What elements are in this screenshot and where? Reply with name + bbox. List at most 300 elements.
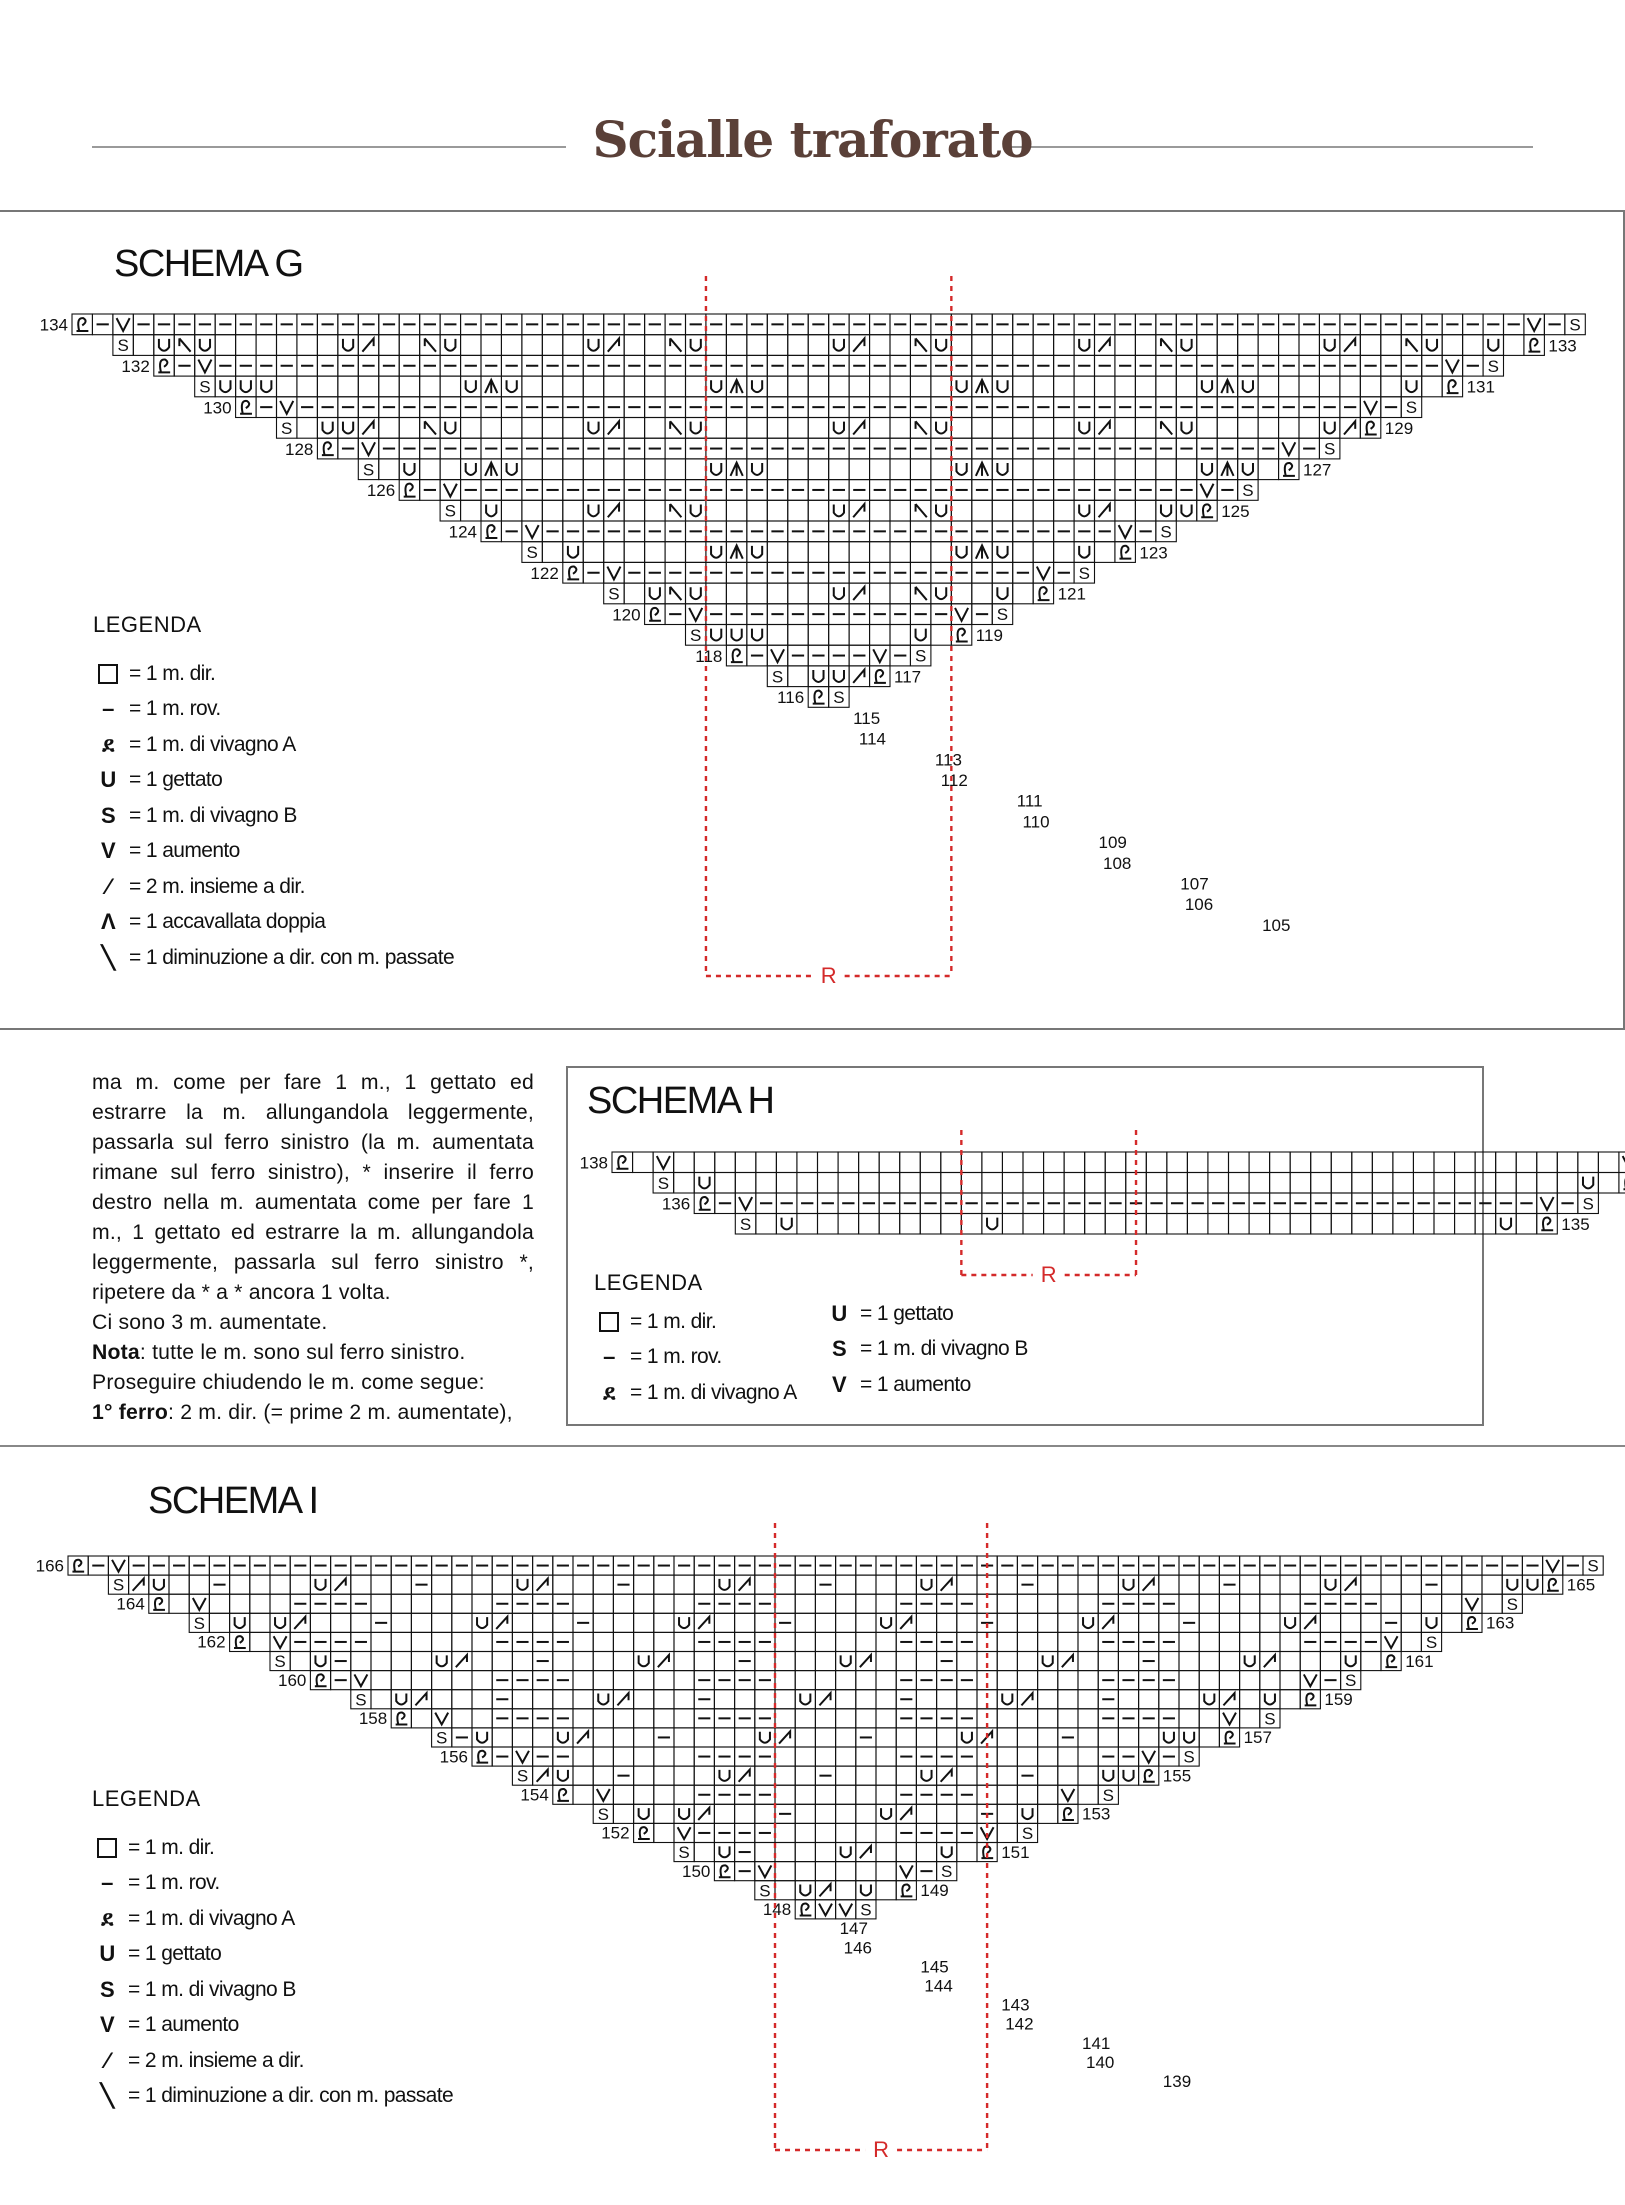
chart-cell <box>674 1785 694 1804</box>
row-number-label: 110 <box>1022 812 1050 832</box>
chart-cell <box>270 1594 290 1613</box>
chart-cell <box>331 1613 351 1632</box>
chart-cell <box>1240 1671 1260 1690</box>
chart-cell <box>674 1709 694 1728</box>
chart-cell <box>1139 1690 1159 1709</box>
row-number-label: 126 <box>366 481 396 501</box>
chart-cell <box>1442 1575 1462 1594</box>
chart-cell <box>1260 1671 1280 1690</box>
increase-mark <box>435 1713 448 1725</box>
yarn-over-mark <box>1204 1694 1214 1705</box>
chart-cell <box>1098 1652 1118 1671</box>
chart-cell <box>593 1728 613 1747</box>
chart-cell <box>795 1843 815 1862</box>
chart-cell <box>714 1728 734 1747</box>
row-number-label: 149 <box>920 1880 949 1900</box>
k2tog-mark <box>658 1655 669 1667</box>
chart-cell <box>1219 1613 1239 1632</box>
chart-cell <box>432 1594 452 1613</box>
yarn-over-mark <box>1245 1655 1255 1666</box>
chart-cell <box>1038 1709 1058 1728</box>
yarn-over-mark <box>719 1579 729 1590</box>
chart-cell <box>714 1843 734 1862</box>
selvage-b-mark: S <box>1587 1556 1599 1576</box>
chart-cell <box>613 1728 633 1747</box>
chart-cell <box>997 1823 1017 1842</box>
selvage-b-mark: S <box>1324 439 1336 459</box>
chart-cell <box>492 1652 512 1671</box>
chart-cell <box>997 1575 1017 1594</box>
legend-item <box>92 1901 532 1937</box>
chart-cell <box>654 1613 674 1632</box>
chart-cell <box>290 1652 310 1671</box>
instructions-line: Ci sono 3 m. aumentate. <box>92 1311 328 1334</box>
chart-cell <box>997 1632 1017 1651</box>
selvage-b-mark: S <box>1569 315 1581 335</box>
legend-item <box>92 2079 532 2115</box>
chart-cell <box>775 1594 795 1613</box>
k2tog-mark <box>698 1808 709 1820</box>
legend-item <box>92 2008 532 2044</box>
yarn-over-mark <box>1265 1694 1275 1705</box>
chart-cell <box>714 1804 734 1823</box>
chart-cell <box>613 1709 633 1728</box>
chart-cell <box>391 1613 411 1632</box>
selvage-b-mark: S <box>112 1575 125 1595</box>
selvage-b-mark: S <box>915 646 927 666</box>
selvage-a-mark <box>1547 1579 1559 1591</box>
chart-cell <box>1017 1785 1037 1804</box>
ssk-icon: ╲ <box>100 2083 114 2109</box>
chart-cell <box>815 1804 835 1823</box>
chart-cell <box>1482 1575 1502 1594</box>
k2tog-mark <box>1304 1617 1315 1629</box>
chart-cell <box>230 1613 250 1632</box>
selvage-b-icon: S <box>99 1976 115 2002</box>
chart-cell <box>916 1728 936 1747</box>
chart-cell <box>1078 1632 1098 1651</box>
row-number-label: 106 <box>1184 895 1214 915</box>
chart-cell <box>856 1690 876 1709</box>
chart-cell <box>674 1671 694 1690</box>
row-number-label: 155 <box>1162 1766 1192 1786</box>
chart-cell <box>391 1594 411 1613</box>
repeat-label: R <box>1040 1262 1057 1287</box>
chart-cell <box>856 1575 876 1594</box>
chart-cell <box>533 1728 553 1747</box>
row-number-label: 119 <box>975 626 1003 646</box>
yarn-over-mark <box>639 1808 649 1819</box>
chart-cell <box>674 1613 694 1632</box>
chart-cell <box>1038 1613 1058 1632</box>
chart-cell <box>1118 1690 1138 1709</box>
yarn-over-mark <box>962 1732 972 1743</box>
legend-label: = 2 m. insieme a dir. <box>128 2048 304 2072</box>
chart-cell <box>775 1843 795 1862</box>
row-number-label: 128 <box>285 439 314 459</box>
ferro-text: : 2 m. dir. (= prime 2 m. aumentate), <box>168 1401 513 1424</box>
chart-cell <box>997 1690 1017 1709</box>
row-number-label: 112 <box>940 770 968 790</box>
selvage-a-mark <box>1305 1693 1317 1705</box>
row-number-label: 157 <box>1243 1728 1272 1748</box>
selvage-a-mark <box>719 1865 731 1877</box>
legend-item <box>92 1937 532 1973</box>
chart-cell <box>553 1766 573 1785</box>
chart-cell <box>634 1690 654 1709</box>
chart-cell <box>876 1709 896 1728</box>
selvage-b-mark: S <box>362 460 375 480</box>
legend-label: = 1 diminuzione a dir. con m. passate <box>128 2084 454 2108</box>
chart-cell <box>553 1690 573 1709</box>
chart-cell <box>452 1671 472 1690</box>
increase-mark <box>900 1865 913 1877</box>
chart-cell <box>512 1690 532 1709</box>
legend-label: = 1 gettato <box>129 768 223 792</box>
ssk-icon: ╲ <box>101 944 115 970</box>
chart-cell <box>876 1632 896 1651</box>
chart-cell <box>371 1690 391 1709</box>
selvage-b-mark: S <box>193 1613 205 1633</box>
k2tog-icon: ⁄ <box>105 2047 109 2073</box>
yarn-over-mark <box>841 1846 851 1857</box>
row-number-label: 129 <box>1384 419 1414 439</box>
chart-cell <box>1078 1690 1098 1709</box>
k2tog-mark <box>860 1846 871 1858</box>
increase-mark <box>1465 1598 1478 1610</box>
chart-cell <box>1118 1575 1138 1594</box>
chart-cell <box>876 1881 896 1900</box>
k2tog-mark <box>335 1579 346 1591</box>
row-number-label: 131 <box>1466 377 1495 397</box>
yarn-over-mark <box>1083 1617 1093 1628</box>
row-number-label: 113 <box>934 750 963 770</box>
selvage-b-mark: S <box>1582 1194 1594 1214</box>
chart-cell <box>512 1613 532 1632</box>
repeat-label: R <box>820 963 837 988</box>
yarn-over-mark <box>942 1846 952 1857</box>
chart-cell <box>856 1862 876 1881</box>
yarn-over-mark <box>1527 1579 1537 1590</box>
selvage-a-mark <box>476 1751 488 1763</box>
chart-cell <box>230 1575 250 1594</box>
chart-cell <box>654 1804 674 1823</box>
chart-cell <box>1038 1671 1058 1690</box>
chart-cell <box>654 1632 674 1651</box>
chart-cell <box>1462 1575 1482 1594</box>
chart-cell <box>654 1709 674 1728</box>
chart-cell <box>452 1632 472 1651</box>
chart-cell <box>1320 1652 1340 1671</box>
chart-cell <box>856 1881 876 1900</box>
chart-cell <box>836 1804 856 1823</box>
chart-cell <box>573 1671 593 1690</box>
chart-cell <box>290 1575 310 1594</box>
chart-cell <box>856 1594 876 1613</box>
chart-cell <box>1401 1575 1421 1594</box>
chart-cell <box>856 1747 876 1766</box>
chart-cell <box>1078 1766 1098 1785</box>
chart-cell <box>795 1632 815 1651</box>
chart-cell <box>836 1823 856 1842</box>
chart-cell <box>634 1632 654 1651</box>
k2tog-mark <box>860 1655 871 1667</box>
yarn-over-mark <box>719 1846 729 1857</box>
chart-cell <box>1038 1690 1058 1709</box>
selvage-b-mark: S <box>1078 563 1090 583</box>
chart-cell <box>452 1690 472 1709</box>
double-decrease-icon: Λ <box>100 909 116 935</box>
increase-mark <box>1061 1789 1074 1801</box>
chart-cell <box>1179 1652 1199 1671</box>
chart-cell <box>876 1594 896 1613</box>
yarn-over-mark <box>921 1770 931 1781</box>
legend-label: = 1 m. di vivagno B <box>129 803 297 827</box>
chart-cell <box>735 1804 755 1823</box>
chart-cell <box>573 1785 593 1804</box>
chart-cell <box>1017 1594 1037 1613</box>
chart-cell <box>755 1804 775 1823</box>
k2tog-mark <box>133 1579 144 1591</box>
chart-cell <box>1078 1594 1098 1613</box>
chart-cell <box>714 1690 734 1709</box>
chart-cell <box>1038 1594 1058 1613</box>
chart-cell <box>1320 1575 1340 1594</box>
selvage-b-mark: S <box>1242 480 1254 500</box>
chart-cell <box>755 1652 775 1671</box>
chart-cell <box>957 1652 977 1671</box>
chart-cell <box>1017 1728 1037 1747</box>
increase-mark <box>112 1560 125 1572</box>
yarn-over-mark <box>477 1617 487 1628</box>
k2tog-mark <box>1264 1655 1275 1667</box>
chart-cell <box>1058 1747 1078 1766</box>
row-number-label: 122 <box>530 563 559 583</box>
chart-cell <box>593 1575 613 1594</box>
chart-cell <box>674 1652 694 1671</box>
chart-cell <box>1199 1709 1219 1728</box>
chart-cell <box>512 1728 532 1747</box>
instructions-line: Proseguire chiudendo le m. come segue: <box>92 1371 485 1394</box>
chart-cell <box>613 1594 633 1613</box>
chart-cell <box>654 1575 674 1594</box>
chart-cell <box>1038 1785 1058 1804</box>
chart-cell <box>735 1690 755 1709</box>
schema-h-title: SCHEMA H <box>587 1080 774 1122</box>
chart-cell <box>573 1594 593 1613</box>
chart-cell <box>775 1785 795 1804</box>
chart-cell <box>1017 1671 1037 1690</box>
chart-cell <box>634 1766 654 1785</box>
row-number-label: 141 <box>1082 2033 1111 2053</box>
chart-cell <box>553 1728 573 1747</box>
selvage-b-mark: S <box>597 1804 609 1824</box>
selvage-a-mark <box>1143 1770 1155 1782</box>
increase-mark <box>1546 1560 1559 1572</box>
row-number-label: 116 <box>777 688 805 708</box>
chart-cell <box>815 1785 835 1804</box>
chart-cell <box>694 1652 714 1671</box>
chart-cell <box>1058 1690 1078 1709</box>
chart-cell <box>593 1671 613 1690</box>
yarn-over-mark <box>1002 1694 1012 1705</box>
chart-cell <box>876 1785 896 1804</box>
chart-cell <box>795 1862 815 1881</box>
selvage-b-mark: S <box>1183 1747 1195 1767</box>
chart-cell <box>836 1862 856 1881</box>
chart-cell <box>876 1690 896 1709</box>
k2tog-mark <box>739 1770 750 1782</box>
chart-cell <box>613 1804 633 1823</box>
chart-cell <box>815 1671 835 1690</box>
yarn-over-mark <box>1184 1732 1194 1743</box>
chart-cell <box>714 1613 734 1632</box>
increase-mark <box>193 1598 206 1610</box>
chart-cell <box>1280 1632 1300 1651</box>
chart-cell <box>836 1594 856 1613</box>
increase-mark <box>758 1865 771 1877</box>
chart-cell <box>1199 1632 1219 1651</box>
chart-cell <box>573 1766 593 1785</box>
k2tog-mark <box>294 1617 305 1629</box>
chart-cell <box>472 1728 492 1747</box>
chart-cell <box>573 1690 593 1709</box>
chart-cell <box>836 1843 856 1862</box>
chart-cell <box>815 1843 835 1862</box>
chart-cell <box>654 1823 674 1842</box>
row-number-label: 134 <box>39 315 68 335</box>
legend-label: = 2 m. insieme a dir. <box>129 874 305 898</box>
chart-cell <box>856 1785 876 1804</box>
chart-cell <box>735 1728 755 1747</box>
k2tog-mark <box>415 1693 426 1705</box>
chart-cell <box>775 1862 795 1881</box>
selvage-a-mark <box>234 1636 246 1648</box>
chart-cell <box>613 1671 633 1690</box>
yarn-over-mark <box>1022 1808 1032 1819</box>
chart-cell <box>836 1632 856 1651</box>
legend-label: = 1 m. dir. <box>128 1835 215 1859</box>
selvage-a-mark <box>1385 1655 1397 1667</box>
chart-cell <box>1078 1785 1098 1804</box>
chart-cell <box>836 1881 856 1900</box>
yarn-over-mark <box>315 1655 325 1666</box>
chart-cell <box>1199 1652 1219 1671</box>
yarn-over-icon: U <box>100 767 116 793</box>
chart-cell <box>654 1594 674 1613</box>
chart-cell <box>775 1690 795 1709</box>
chart-cell <box>1058 1766 1078 1785</box>
chart-cell <box>836 1671 856 1690</box>
row-number-label: 123 <box>1139 543 1168 563</box>
chart-cell <box>1078 1652 1098 1671</box>
legend-label: = 1 m. di vivagno B <box>128 1977 296 2001</box>
chart-cell <box>775 1652 795 1671</box>
chart-cell <box>411 1709 431 1728</box>
row-number-label: 165 <box>1566 1575 1596 1595</box>
chart-cell <box>937 1843 957 1862</box>
chart-cell <box>836 1575 856 1594</box>
yarn-over-mark <box>1285 1617 1295 1628</box>
increase-mark <box>819 1904 832 1916</box>
chart-cell <box>452 1594 472 1613</box>
chart-cell <box>1058 1613 1078 1632</box>
chart-cell <box>472 1709 492 1728</box>
chart-cell <box>957 1575 977 1594</box>
legend-label: = 1 m. di vivagno B <box>860 1337 1028 1361</box>
chart-cell <box>856 1823 876 1842</box>
chart-cell <box>815 1747 835 1766</box>
selvage-a-mark <box>1224 1732 1236 1744</box>
yarn-over-mark <box>558 1770 568 1781</box>
chart-cell <box>795 1823 815 1842</box>
increase-mark <box>1142 1751 1155 1763</box>
schema-i-title: SCHEMA I <box>148 1480 318 1522</box>
k2tog-mark <box>1062 1655 1073 1667</box>
chart-cell <box>674 1766 694 1785</box>
legend-items <box>92 1830 532 2114</box>
chart-cell <box>1078 1575 1098 1594</box>
increase-mark <box>839 1904 852 1916</box>
yarn-over-mark <box>800 1885 810 1896</box>
chart-cell <box>270 1575 290 1594</box>
chart-cell <box>997 1709 1017 1728</box>
chart-cell <box>1098 1766 1118 1785</box>
chart-cell <box>795 1747 815 1766</box>
chart-cell <box>775 1881 795 1900</box>
chart-cell <box>1260 1575 1280 1594</box>
chart-cell <box>755 1575 775 1594</box>
chart-cell <box>492 1575 512 1594</box>
selvage-b-mark: S <box>608 584 620 604</box>
chart-cell <box>472 1671 492 1690</box>
chart-cell <box>775 1575 795 1594</box>
chart-cell <box>472 1594 492 1613</box>
row-number-label: 150 <box>682 1861 711 1881</box>
yarn-over-mark <box>1426 1617 1436 1628</box>
chart-cell <box>1401 1632 1421 1651</box>
chart-cell <box>1280 1652 1300 1671</box>
chart-cell <box>876 1823 896 1842</box>
k2tog-mark <box>1345 1579 1356 1591</box>
legend-label: = 1 m. rov. <box>630 1345 722 1369</box>
chart-cell <box>250 1575 270 1594</box>
yarn-over-mark <box>639 1655 649 1666</box>
chart-cell <box>1240 1594 1260 1613</box>
chart-cell <box>1139 1613 1159 1632</box>
chart-cell <box>795 1652 815 1671</box>
chart-cell <box>634 1709 654 1728</box>
chart-cell <box>795 1881 815 1900</box>
chart-cell <box>1240 1632 1260 1651</box>
row-number-label: 147 <box>839 1919 868 1939</box>
chart-cell <box>916 1652 936 1671</box>
selvage-a-mark <box>800 1904 812 1916</box>
chart-cell <box>1199 1728 1219 1747</box>
selvage-b-mark: S <box>1021 1823 1034 1843</box>
chart-cell <box>1078 1747 1098 1766</box>
chart-cell <box>916 1843 936 1862</box>
chart-cell <box>533 1690 553 1709</box>
chart-cell <box>916 1804 936 1823</box>
chart-cell <box>654 1785 674 1804</box>
nota-text: : tutte le m. sono sul ferro sinistro. <box>139 1341 466 1364</box>
chart-cell <box>876 1652 896 1671</box>
chart-cell <box>149 1575 169 1594</box>
chart-cell <box>957 1766 977 1785</box>
yarn-over-mark <box>558 1732 568 1743</box>
chart-cell <box>634 1747 654 1766</box>
